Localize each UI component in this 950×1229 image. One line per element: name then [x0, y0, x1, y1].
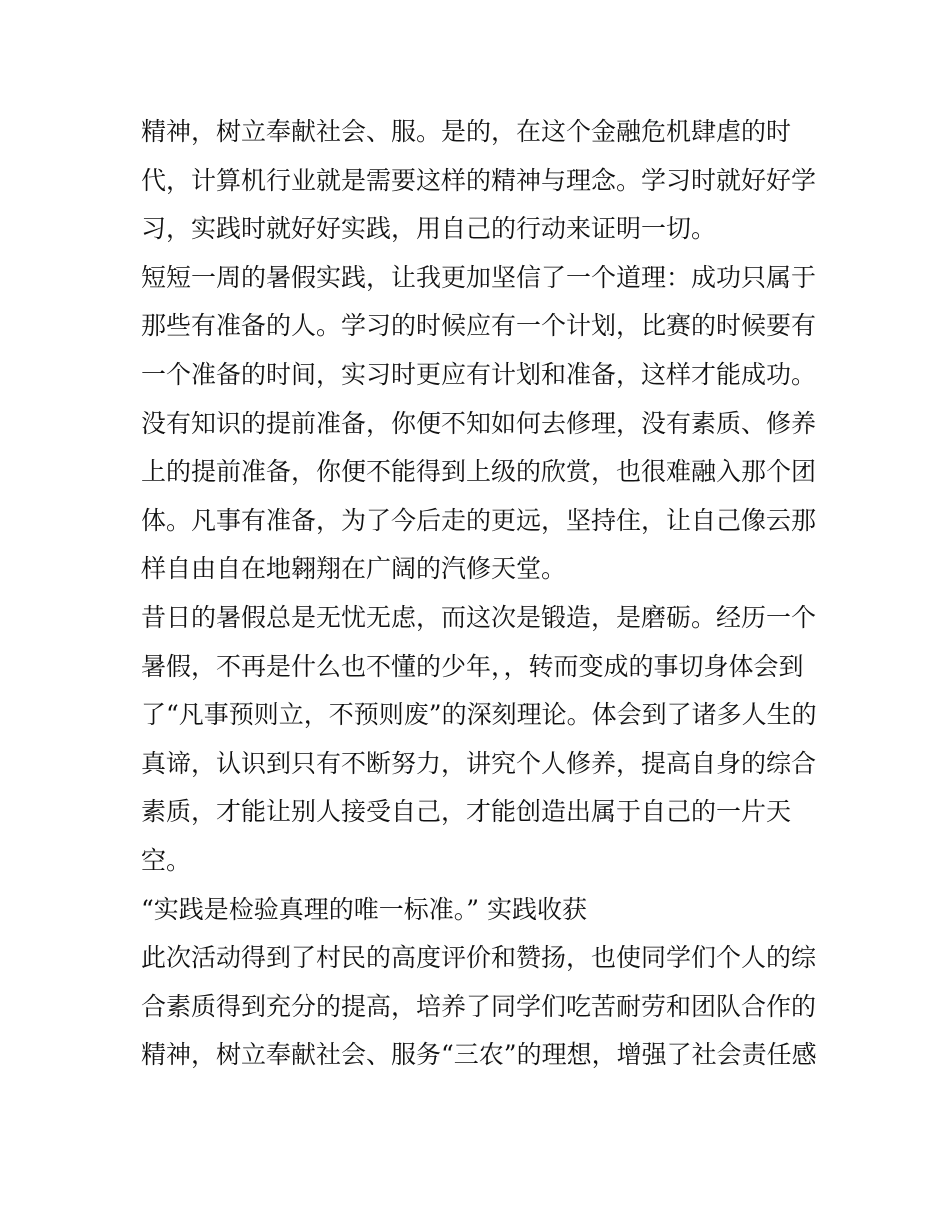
text-line: 空。: [141, 845, 192, 875]
text-line: 精神，树立奉献社会、服务“三农”的理想，增强了社会责任感: [141, 1040, 817, 1070]
text-line: 上的提前准备，你便不能得到上级的欣赏，也很难融入那个团: [141, 457, 817, 487]
text-line: 一个准备的时间，实习时更应有计划和准备，这样才能成功。: [141, 359, 817, 389]
text-line: 了“凡事预则立，不预则废”的深刻理论。体会到了诸多人生的: [141, 700, 817, 730]
text-line: 习，实践时就好好实践，用自己的行动来证明一切。: [141, 214, 717, 244]
text-line: 没有知识的提前准备，你便不知如何去修理，没有素质、修养: [141, 408, 817, 438]
text-line: 那些有准备的人。学习的时候应有一个计划，比赛的时候要有: [141, 311, 817, 341]
text-line: 此次活动得到了村民的高度评价和赞扬，也使同学们个人的综: [141, 943, 817, 973]
text-line: 合素质得到充分的提高，培养了同学们吃苦耐劳和团队合作的: [141, 991, 817, 1021]
text-line: 体。凡事有准备，为了今后走的更远，坚持住，让自己像云那: [141, 505, 817, 535]
text-line: 素质，才能让别人接受自己，才能创造出属于自己的一片天: [141, 797, 792, 827]
text-line: 短短一周的暑假实践，让我更加坚信了一个道理：成功只属于: [141, 262, 817, 292]
text-line: 暑假，不再是什么也不懂的少年，，转而变成的事切身体会到: [141, 651, 804, 681]
text-line: 真谛，认识到只有不断努力，讲究个人修养，提高自身的综合: [141, 748, 817, 778]
text-line: 精神，树立奉献社会、服。是的，在这个金融危机肆虐的时: [141, 117, 792, 146]
text-line: 代，计算机行业就是需要这样的精神与理念。学习时就好好学: [141, 165, 817, 195]
text-line: “实践是检验真理的唯一标准。” 实践收获: [141, 894, 588, 924]
document-body: [141, 108, 821, 1080]
text-line: 昔日的暑假总是无忧无虑，而这次是锻造，是磨砺。经历一个: [141, 602, 817, 632]
text-line: 样自由自在地翱翔在广阔的汽修天堂。: [141, 554, 567, 584]
